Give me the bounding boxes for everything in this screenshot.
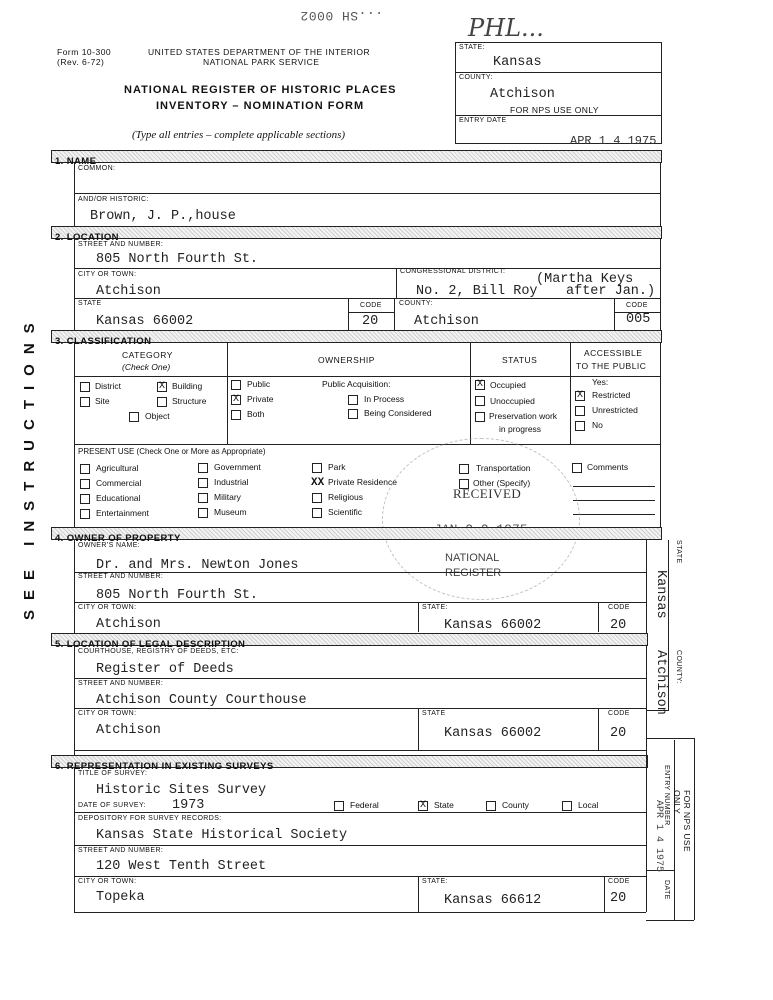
being-considered-label: Being Considered <box>364 408 432 418</box>
county-survey-label: County <box>502 800 529 810</box>
side-county-label: COUNTY: <box>675 650 682 684</box>
site-checkbox[interactable] <box>80 397 90 407</box>
owner-state: Kansas 66002 <box>444 618 542 633</box>
unrestricted-label: Unrestricted <box>592 405 638 415</box>
entry-date-stamp: APR 1 4 1975 <box>570 134 657 148</box>
survey-title-label: TITLE OF SURVEY: <box>78 770 148 777</box>
accessible-header: ACCESSIBLE <box>584 348 643 358</box>
state-label-2: STATE <box>78 300 102 307</box>
government-checkbox[interactable] <box>198 463 208 473</box>
legal-code: 20 <box>610 726 627 741</box>
depo-code-label: CODE <box>608 878 630 885</box>
being-considered-checkbox[interactable] <box>348 409 358 419</box>
side-county: Atchison <box>653 650 668 715</box>
present-use-label: PRESENT USE (Check One or More as Appropriate) <box>78 447 266 456</box>
preservation-checkbox[interactable] <box>475 412 485 422</box>
location-county: Atchison <box>414 314 479 329</box>
in-process-label: In Process <box>364 394 405 404</box>
depository: Kansas State Historical Society <box>96 828 348 843</box>
owner-state-label: STATE: <box>422 604 448 611</box>
legal-street-label: STREET AND NUMBER: <box>78 680 164 687</box>
side-state: Kansas <box>653 570 668 619</box>
section-surveys-header: 6. REPRESENTATION IN EXISTING SURVEYS <box>51 755 648 768</box>
in-process-checkbox[interactable] <box>348 395 358 405</box>
state-survey-label: State <box>434 800 454 810</box>
park-label: Park <box>328 462 346 472</box>
owner-code-label: CODE <box>608 604 630 611</box>
state-survey-checkbox[interactable]: X <box>419 800 426 811</box>
occupied-checkbox[interactable]: X <box>476 379 483 390</box>
occupied-label: Occupied <box>490 380 526 390</box>
owner-name: Dr. and Mrs. Newton Jones <box>96 558 299 573</box>
depo-state: Kansas 66612 <box>444 893 542 908</box>
legal-code-label: CODE <box>608 710 630 717</box>
code-label: CODE <box>360 302 382 309</box>
section-legal-header: 5. LOCATION OF LEGAL DESCRIPTION <box>51 633 648 646</box>
both-label: Both <box>247 409 265 419</box>
building-checkbox[interactable]: X <box>158 381 165 392</box>
owner-street: 805 North Fourth St. <box>96 588 259 603</box>
restricted-checkbox[interactable]: X <box>576 390 583 401</box>
location-street: 805 North Fourth St. <box>96 252 259 267</box>
depo-street-label: STREET AND NUMBER: <box>78 847 164 854</box>
scientific-label: Scientific <box>328 507 363 517</box>
religious-label: Religious <box>328 492 363 502</box>
national-stamp: NATIONAL <box>445 552 500 564</box>
county-label-2: COUNTY: <box>399 300 433 307</box>
private-label: Private <box>247 394 274 404</box>
agricultural-label: Agricultural <box>96 463 139 473</box>
owner-street-label: STREET AND NUMBER: <box>78 573 164 580</box>
depo-street: 120 West Tenth Street <box>96 859 267 874</box>
register-stamp: REGISTER <box>445 567 502 579</box>
depo-state-label: STATE: <box>422 878 448 885</box>
federal-label: Federal <box>350 800 379 810</box>
historic-label: AND/OR HISTORIC: <box>78 196 149 203</box>
department-name: UNITED STATES DEPARTMENT OF THE INTERIOR <box>148 47 371 57</box>
nps-header-box <box>455 42 662 144</box>
educational-checkbox[interactable] <box>80 494 90 504</box>
entry-instructions: (Type all entries – complete applicable sections) <box>132 129 346 141</box>
museum-checkbox[interactable] <box>198 508 208 518</box>
public-acquisition-label: Public Acquisition: <box>322 379 391 389</box>
commercial-checkbox[interactable] <box>80 479 90 489</box>
form-revision: (Rev. 6-72) <box>57 57 105 67</box>
private-checkbox[interactable]: X <box>232 394 239 405</box>
entry-date-label: ENTRY DATE <box>459 117 507 124</box>
comments-checkbox[interactable] <box>572 463 582 473</box>
local-survey-label: Local <box>578 800 599 810</box>
public-checkbox[interactable] <box>231 380 241 390</box>
building-label: Building <box>172 381 203 391</box>
site-label: Site <box>95 396 110 406</box>
local-survey-checkbox[interactable] <box>562 801 572 811</box>
military-label: Military <box>214 492 241 502</box>
side-date-label: DATE <box>663 880 670 900</box>
county-code: 005 <box>626 312 651 327</box>
received-stamp: RECEIVED <box>453 486 522 501</box>
industrial-checkbox[interactable] <box>198 478 208 488</box>
courthouse: Register of Deeds <box>96 662 234 677</box>
depository-label: DEPOSITORY FOR SURVEY RECORDS: <box>78 815 222 822</box>
no-label: No <box>592 420 603 430</box>
nps-use-label: FOR NPS USE ONLY <box>510 105 599 115</box>
park-checkbox[interactable] <box>312 463 322 473</box>
depo-city: Topeka <box>96 890 145 905</box>
entertainment-label: Entertainment <box>96 508 149 518</box>
city-label: CITY OR TOWN: <box>78 271 137 278</box>
side-date-stamp: APR 1 4 1975 <box>653 800 664 873</box>
depo-city-label: CITY OR TOWN: <box>78 878 137 885</box>
owner-city-label: CITY OR TOWN: <box>78 604 137 611</box>
survey-title: Historic Sites Survey <box>96 783 267 798</box>
status-header: STATUS <box>502 355 538 365</box>
comments-label: Comments <box>587 462 629 472</box>
section-classification-header: 3. CLASSIFICATION <box>51 330 662 343</box>
owner-name-label: OWNER'S NAME: <box>78 542 141 549</box>
industrial-label: Industrial <box>214 477 249 487</box>
state-label: STATE: <box>459 44 485 51</box>
owner-code: 20 <box>610 618 627 633</box>
section-name-header: 1. NAME <box>51 150 662 163</box>
survey-date-label: DATE OF SURVEY: <box>78 802 146 809</box>
district-checkbox[interactable] <box>80 382 90 392</box>
check-one-note: (Check One) <box>122 362 171 372</box>
location-state: Kansas 66002 <box>96 314 194 329</box>
transportation-label: Transportation <box>476 463 531 473</box>
county-survey-checkbox[interactable] <box>486 801 496 811</box>
yes-label: Yes: <box>592 377 609 387</box>
congress-note: (Martha Keys <box>536 272 634 287</box>
district-label: District <box>95 381 121 391</box>
section-location-header: 2. LOCATION <box>51 226 662 239</box>
ownership-header: OWNERSHIP <box>318 355 375 365</box>
object-checkbox[interactable] <box>129 412 139 422</box>
see-instructions-label: SEE INSTRUCTIONS <box>21 313 38 620</box>
federal-checkbox[interactable] <box>334 801 344 811</box>
both-checkbox[interactable] <box>231 410 241 420</box>
other-label: Other (Specify) <box>473 478 531 488</box>
structure-label: Structure <box>172 396 207 406</box>
public-label: Public <box>247 379 271 389</box>
object-label: Object <box>145 411 170 421</box>
service-name: NATIONAL PARK SERVICE <box>203 57 320 67</box>
religious-checkbox[interactable] <box>312 493 322 503</box>
agricultural-checkbox[interactable] <box>80 464 90 474</box>
unoccupied-label: Unoccupied <box>490 396 535 406</box>
form-subtitle: INVENTORY – NOMINATION FORM <box>156 100 365 112</box>
legal-state-label: STATE <box>422 710 446 717</box>
museum-label: Museum <box>214 507 247 517</box>
historic-name: Brown, J. P.,house <box>90 209 236 224</box>
congress-label: CONGRESSIONAL DISTRICT: <box>400 268 506 275</box>
entertainment-checkbox[interactable] <box>80 509 90 519</box>
unrestricted-checkbox[interactable] <box>575 406 585 416</box>
inverted-stamp: ...SH 0002 <box>300 8 384 23</box>
legal-city-label: CITY OR TOWN: <box>78 710 137 717</box>
category-header: CATEGORY <box>122 350 173 360</box>
form-number: Form 10-300 <box>57 47 112 57</box>
military-checkbox[interactable] <box>198 493 208 503</box>
congress-district: No. 2, Bill Roy <box>416 284 538 299</box>
location-city: Atchison <box>96 284 161 299</box>
nps-use-side-label: FOR NPS USE ONLY <box>672 790 692 853</box>
section-owner-header: 4. OWNER OF PROPERTY <box>51 527 662 540</box>
county-label: COUNTY: <box>459 74 493 81</box>
handwritten-annotation: PHL... <box>468 14 544 42</box>
side-state-label: STATE <box>675 540 682 564</box>
entry-number-label: ENTRY NUMBER <box>663 765 670 826</box>
legal-city: Atchison <box>96 723 161 738</box>
commercial-label: Commercial <box>96 478 142 488</box>
legal-street: Atchison County Courthouse <box>96 693 307 708</box>
header-county: Atchison <box>490 87 555 102</box>
common-label: COMMON: <box>78 165 116 172</box>
government-label: Government <box>214 462 261 472</box>
street-label: STREET AND NUMBER: <box>78 241 164 248</box>
restricted-label: Restricted <box>592 390 631 400</box>
private-residence-label: Private Residence <box>328 477 397 487</box>
preservation-label-2: in progress <box>499 424 542 434</box>
structure-checkbox[interactable] <box>157 397 167 407</box>
unoccupied-checkbox[interactable] <box>475 396 485 406</box>
preservation-label: Preservation work <box>489 411 558 421</box>
header-state: Kansas <box>493 55 542 70</box>
owner-city: Atchison <box>96 617 161 632</box>
code-label-2: CODE <box>626 302 648 309</box>
court-label: COURTHOUSE, REGISTRY OF DEEDS, ETC: <box>78 648 239 655</box>
congress-note-2: after Jan.) <box>566 284 656 299</box>
legal-state: Kansas 66002 <box>444 726 542 741</box>
state-code: 20 <box>362 314 379 329</box>
educational-label: Educational <box>96 493 141 503</box>
depo-code: 20 <box>610 891 627 906</box>
form-title: NATIONAL REGISTER OF HISTORIC PLACES <box>124 84 397 96</box>
scientific-checkbox[interactable] <box>312 508 322 518</box>
no-checkbox[interactable] <box>575 421 585 431</box>
survey-date: 1973 <box>172 798 205 813</box>
public-header: TO THE PUBLIC <box>576 361 647 371</box>
private-residence-mark[interactable]: XX <box>311 477 325 489</box>
